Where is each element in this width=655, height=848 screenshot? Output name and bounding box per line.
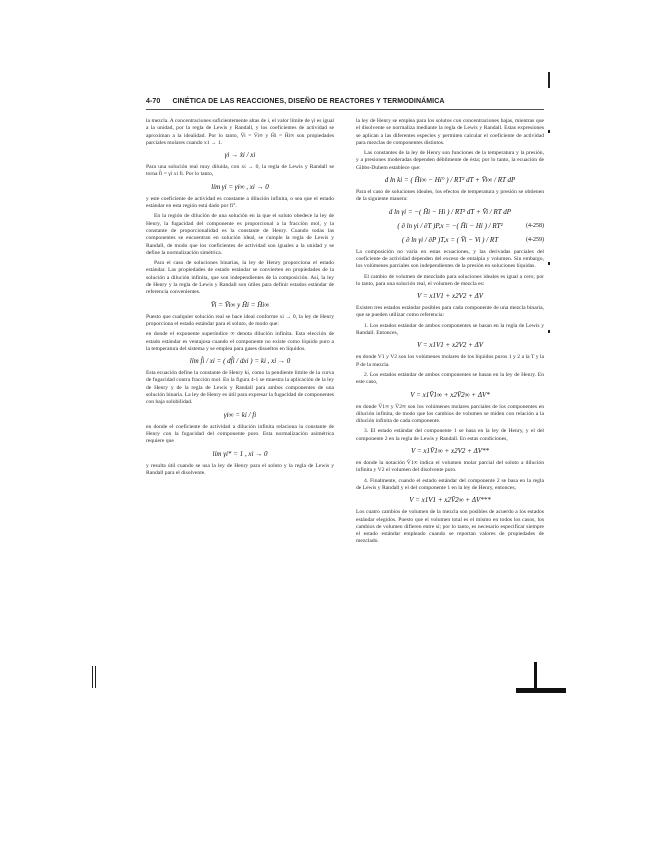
paragraph: y resulta útil cuando se usa la ley de Henry para el soluto y la regla de Lewis y Randall para el disolvente.: [146, 462, 334, 476]
equation-number: (4-258): [526, 222, 544, 229]
paragraph: Esta ecuación define la constante de Henry ki, como la pendiente límite de la curva de fugacidad contra fracción mol. En la figura 4-1 se muestra la aplicación de la ley de Henry y de la regla de Lewis y Randall para ambos componentes de una solución binaria. La ley de Henry es útil para expresar la fugacidad de componentes con baja solubilidad.: [146, 370, 334, 406]
paragraph: en donde V1 y V2 son los volúmenes molares de los líquidos puros 1 y 2 a la T y la P de la mezcla.: [356, 354, 544, 368]
paragraph: 1. Los estados estándar de ambos componentes se basan en la regla de Lewis y Randall. Entonces,: [356, 322, 544, 337]
paragraph: 2. Los estados estándar de ambos componentes se basan en la ley de Henry. En este caso,: [356, 371, 544, 386]
equation-body: ( ∂ ln γi / ∂T )P,x = −( H̄i − Hi ) / RT²: [397, 221, 503, 230]
paragraph: Para el caso de soluciones ideales, los efectos de temperatura y presión se obtienen de la siguiente manera:: [356, 189, 544, 203]
scan-mark: [548, 72, 550, 88]
equation: V = x1V1 + x2V2 + ΔV: [417, 341, 483, 350]
binding-artifact: [534, 662, 537, 690]
paragraph: en donde V̄1∞ y V̄2∞ son los volúmenes molares parciales de los componentes en dilución infinita, de modo que los cambios de volumen se miden con relación a la dilución infinita de cada componente.: [356, 403, 544, 425]
scan-mark: [92, 666, 93, 688]
equation: d ln γi = −( H̄i − Hi ) / RT² dT + V̄i / RT dP: [388, 207, 512, 216]
paragraph: la ley de Henry se emplea para los solutos con concentraciones bajas, mientras que el disolvente se normaliza mediante la regla de Lewis y Randall. Estas expresiones se aplican a las diferentes especies y permiten calcular el coeficiente de actividad para mezclas de componentes distintos.: [356, 118, 544, 146]
binding-artifact: [516, 688, 566, 693]
header-rule: [146, 109, 544, 110]
paragraph: y este coeficiente de actividad es constante a dilución infinita, o sea que el estado estándar en esta región está dado por fi°.: [146, 195, 334, 210]
equation: V = x1V̄1∞ + x2V2 + ΔV**: [411, 447, 489, 456]
equation: γi → x̂i / xi: [224, 151, 256, 160]
equation: [356, 235, 544, 245]
paragraph: en donde la notación V̄1∞ indica el volumen molar parcial del soluto a dilución infinita y V2 el volumen del disolvente puro.: [356, 460, 544, 474]
paragraph: Existen tres estados estándar posibles para cada componente de una mezcla binaria, que se pueden utilizar como referencia:: [356, 305, 544, 319]
paragraph: Puesto que cualquier solución real se hace ideal conforme xi → 0, la ley de Henry proporciona el estado estándar para el soluto, de modo que:: [146, 313, 334, 327]
scan-mark: [548, 330, 550, 333]
equation: lím f̂i / xi = ( df̂i / dxi ) = ki , xi → 0: [189, 357, 291, 366]
paragraph: En la región de dilución de una solución en la que el soluto obedece la ley de Henry, la fugacidad del componente es proporcional a la fracción mol, y la constante de proporcionalidad es la constante de Henry. Cuando todas las componentes se encuentran en solución ideal, se cumple la regla de Lewis y Randall, de modo que los coeficientes de actividad son iguales a la unidad y se define la normalización simétrica.: [146, 213, 334, 256]
paragraph: La composición no varía en estas ecuaciones, y las derivadas parciales del coeficiente de actividad dependen del exceso de entalpía y volumen. Sin embargo, los volúmenes parciales son independientes de la presión en soluciones líquidas.: [356, 248, 544, 270]
paragraph: en donde el coeficiente de actividad a dilución infinita relaciona la constante de Henry con la fugacidad del componente puro. Esta normalización asimétrica requiere que: [146, 423, 334, 445]
paragraph: Los cuatro cambios de volumen de la mezcla son posibles de acuerdo a los estados estándar elegidos. Puesto que el volumen total es el mismo en todos los casos, los cambios de volumen difieren entre sí; por lo tanto, es necesario especificar siempre el estado estándar empleado cuando se reportan valores de propiedades de mezclado.: [356, 509, 544, 545]
scan-mark: [548, 130, 550, 133]
equation: γi∞ = ki / fi: [223, 410, 257, 419]
paragraph: El cambio de volumen de mezclado para soluciones ideales es igual a cero; por lo tanto, para una solución real, el volumen de mezcla es:: [356, 273, 544, 287]
equation-body: ( ∂ ln γi / ∂P )T,x = ( V̄i − Vi ) / RT: [401, 235, 499, 244]
scan-mark: [548, 262, 550, 265]
scan-mark: [95, 666, 96, 688]
paragraph: 3. El estado estándar del componente 1 se basa en la ley de Henry, y el del componente 2 en la regla de Lewis y Randall. En estas condiciones,: [356, 428, 544, 442]
paragraph: Las constantes de la ley de Henry son funciones de la temperatura y la presión, y a presiones moderadas dependen débilmente de ésta; por lo tanto, la ecuación de Gibbs-Duhem establece que:: [356, 150, 544, 171]
equation: d ln ki = ( H̄i∞ − Hi° ) / RT² dT + V̄i∞ / RT dP: [384, 176, 516, 185]
paragraph: la mezcla. A concentraciones suficientemente altas de i, el valor límite de γi es igual a la unidad, por la regla de Lewis y Randall, y los coeficientes de actividad se aproximan a la idealidad. Por lo tanto, V̄i = V̄i∞ y H̄i = H̄i∞ son propiedades parciales molares cuando x1 → 1.: [146, 118, 334, 146]
equation: V = x1V1 + x2V2 + ΔV: [417, 292, 483, 301]
paragraph: en donde el exponente superíndice ∞ denota dilución infinita. Esta elección de estado estándar es ventajosa cuando el componente no existe como líquido puro a la temperatura del sistema y se emplea para gases disueltos en líquidos.: [146, 331, 334, 352]
paragraph: Para una solución real muy diluida, con xi → 0, la regla de Lewis y Randall se torna f̂i = γi xi fi. Por lo tanto,: [146, 164, 334, 178]
equation: V = x1V1 + x2V̄2∞ + ΔV***: [409, 496, 491, 505]
right-column: [356, 118, 544, 638]
equation: lím γi = γi∞ , xi → 0: [211, 182, 269, 191]
chapter-title: CINÉTICA DE LAS REACCIONES, DISEÑO DE REACTORES Y TERMODINÁMICA: [172, 98, 445, 105]
left-column: [146, 118, 334, 638]
equation: V̄i = V̄i∞ y H̄i = H̄i∞: [210, 300, 270, 309]
equation: lím γi* = 1 , xi → 0: [212, 449, 268, 458]
equation-number: (4-259): [526, 236, 544, 243]
page-number: 4-70: [146, 98, 161, 105]
paragraph: Para el caso de soluciones binarias, la ley de Henry proporciona el estado estándar. Las propiedades de estado estándar se convierten en propiedades de la solución a dilución infinita, que son independientes de la composición. Así, la ley de Henry y la regla de Lewis y Randall son útiles para definir estados estándar de referencia convenientes.: [146, 260, 334, 296]
equation: [356, 221, 544, 231]
paragraph: 4. Finalmente, cuando el estado estándar del componente 2 se basa en la regla de Lewis y Randall y el del componente 1 en la ley de Henry, entonces,: [356, 477, 544, 491]
equation: V = x1V̄1∞ + x2V̄2∞ + ΔV*: [410, 390, 490, 399]
